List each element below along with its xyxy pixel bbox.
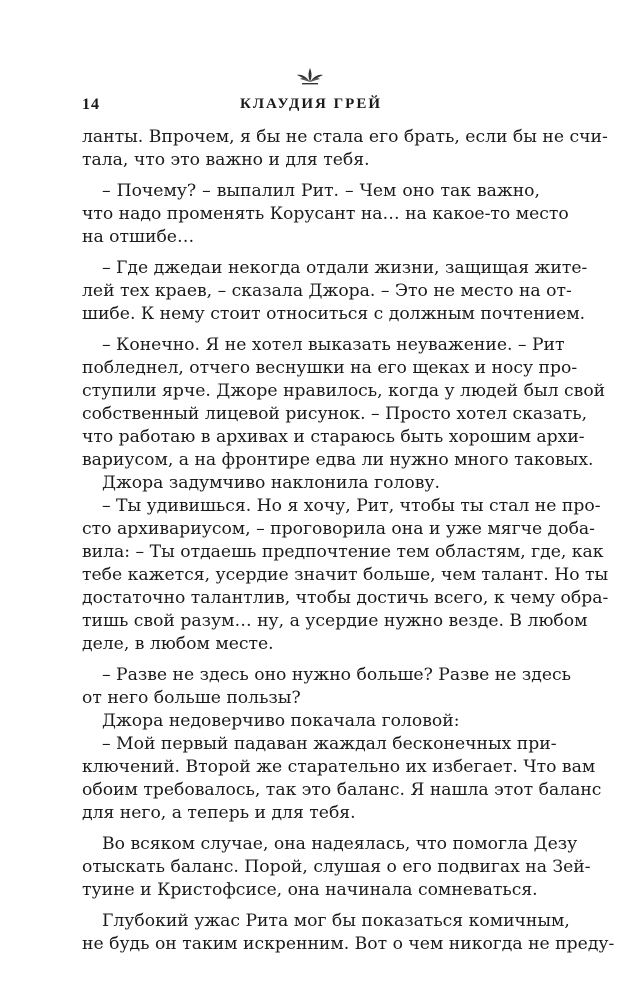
text-line: собственный лицевой рисунок. – Просто хотел сказать, [82,404,588,424]
text-line: тишь свой разум… ну, а усердие нужно везде. В любом [82,611,588,631]
text-line: вариусом, а на фронтире едва ли нужно много таковых. [82,450,594,470]
text-line: ключений. Второй же старательно их избегает. Что вам [82,757,596,777]
text-line: ланты. Впрочем, я бы не стала его брать, если бы не счи- [82,127,608,147]
text-line: сто архивариусом, – проговорила она и уже мягче доба- [82,519,595,539]
running-head: КЛАУДИЯ ГРЕЙ [239,96,382,112]
text-line: Глубокий ужас Рита мог бы показаться комичным, [102,911,570,931]
text-line: отыскать баланс. Порой, слушая о его подвигах на Зей- [82,857,591,877]
page-number: 14 [82,96,100,113]
text-line: что работаю в архивах и стараюсь быть хорошим архи- [82,427,585,447]
text-line: – Разве не здесь оно нужно больше? Разве не здесь [102,665,571,685]
page-header [82,96,540,116]
text-line: достаточно талантлив, чтобы достичь всего, к чему обра- [82,588,609,608]
text-line: тала, что это важно и для тебя. [82,150,370,170]
text-line: лей тех краев, – сказала Джора. – Это не место на от- [82,281,572,301]
text-line: на отшибе… [82,227,195,247]
text-line: деле, в любом месте. [82,634,274,654]
text-line: Джора недоверчиво покачала головой: [102,711,460,731]
text-line: – Мой первый падаван жаждал бесконечных при- [102,734,557,754]
text-body [82,126,615,956]
text-line: ступили ярче. Джоре нравилось, когда у людей был свой [82,381,606,401]
text-line: туине и Кристофсисе, она начинала сомневаться. [82,880,538,900]
fleuron-icon [296,66,324,86]
text-line: вила: – Ты отдаешь предпочтение тем областям, где, как [82,542,604,562]
text-line: тебе кажется, усердие значит больше, чем талант. Но ты [82,565,609,585]
text-line: Джора задумчиво наклонила голову. [102,473,440,493]
text-line: Во всяком случае, она надеялась, что помогла Дезу [102,834,578,854]
text-line: – Где джедаи некогда отдали жизни, защищая жите- [102,258,588,278]
text-line: побледнел, отчего веснушки на его щеках и носу про- [82,358,578,378]
text-line: что надо променять Корусант на… на какое-то место [82,204,569,224]
text-line: – Конечно. Я не хотел выказать неуважение. – Рит [102,335,565,355]
text-line: – Ты удивишься. Но я хочу, Рит, чтобы ты стал не про- [102,496,601,516]
text-line: шибе. К нему стоит относиться с должным почтением. [82,304,586,324]
text-line: от него больше пользы? [82,688,301,708]
text-line: для него, а теперь и для тебя. [82,803,356,823]
text-line: – Почему? – выпалил Рит. – Чем оно так важно, [102,181,540,201]
text-line: обоим требовалось, так это баланс. Я нашла этот баланс [82,780,602,800]
text-line: не будь он таким искренним. Вот о чем никогда не преду- [82,934,615,954]
